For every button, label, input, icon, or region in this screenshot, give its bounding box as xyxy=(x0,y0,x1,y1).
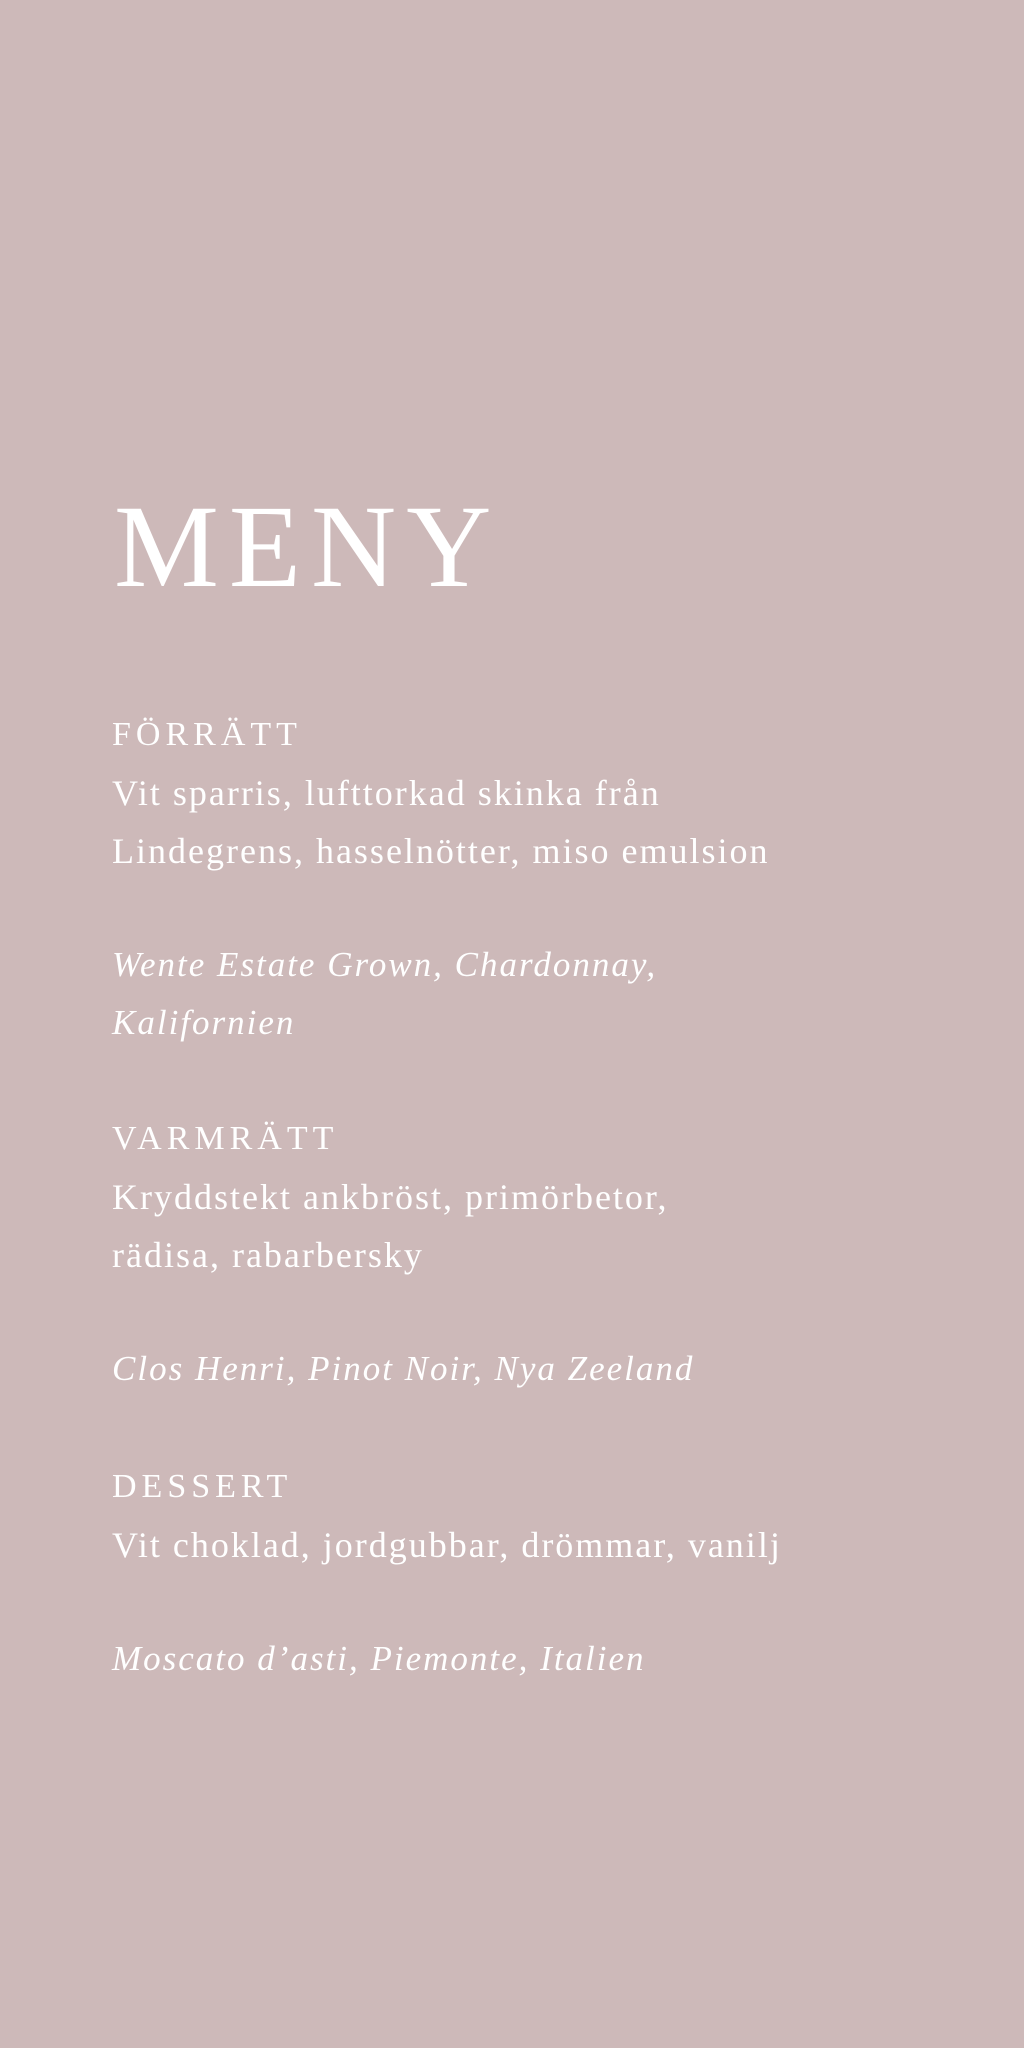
dish-line: Lindegrens, hasselnötter, miso emulsion xyxy=(112,831,770,871)
course-dessert xyxy=(112,1470,972,1688)
course-heading: DESSERT xyxy=(112,1468,293,1505)
wine-pairing-line: Wente Estate Grown, Chardonnay, xyxy=(112,945,658,984)
course-starter xyxy=(112,718,972,1052)
course-heading: VARMRÄTT xyxy=(112,1120,339,1157)
course-heading: FÖRRÄTT xyxy=(112,716,302,753)
dish-line: rädisa, rabarbersky xyxy=(112,1235,424,1275)
course-main xyxy=(112,1122,972,1398)
wine-pairing-line: Clos Henri, Pinot Noir, Nya Zeeland xyxy=(112,1349,695,1388)
dish-line: Kryddstekt ankbröst, primörbetor, xyxy=(112,1177,669,1217)
wine-pairing-line: Moscato d’asti, Piemonte, Italien xyxy=(112,1639,646,1678)
menu-title: MENY xyxy=(114,481,502,612)
dish-line: Vit sparris, lufttorkad skinka från xyxy=(112,773,661,813)
dish-line: Vit choklad, jordgubbar, drömmar, vanilj xyxy=(112,1525,782,1565)
wine-pairing-line: Kalifornien xyxy=(112,1003,296,1042)
